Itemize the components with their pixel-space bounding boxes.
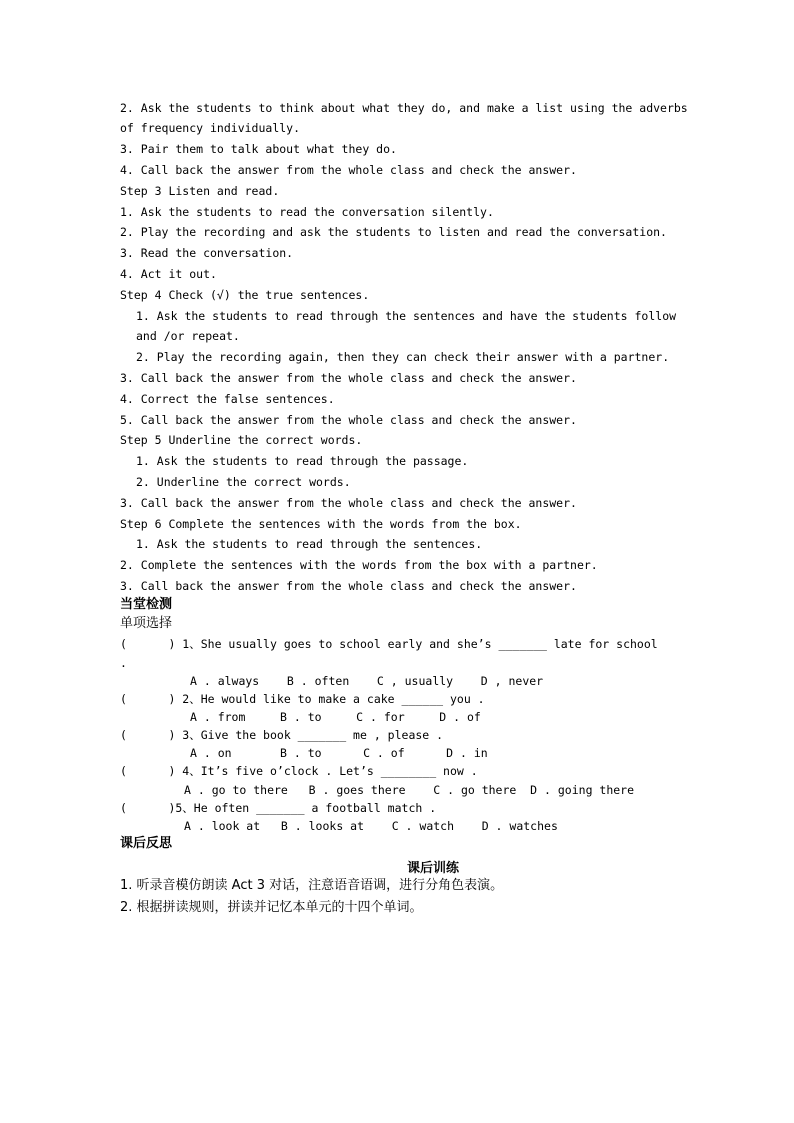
procedure-line: 3. Pair them to talk about what they do. [120, 142, 397, 156]
question-4-options: A . go to there B . goes there C . go there D . going there [184, 783, 635, 797]
step-heading: Step 5 Underline the correct words. [120, 433, 363, 447]
question-1: ( ) 1、She usually goes to school early and she’s _______ late for school [120, 637, 658, 651]
procedure-line: and /or repeat. [136, 329, 240, 343]
procedure-line: 1. Ask the students to read the conversation silently. [120, 205, 494, 219]
homework-item: 1. 听录音模仿朗读 Act 3 对话，注意语音语调，进行分角色表演。 [120, 878, 504, 893]
step-heading: Step 4 Check (√) the true sentences. [120, 288, 370, 302]
procedure-line: 1. Ask the students to read through the sentences and have the students follow [136, 309, 677, 323]
question-3-options: A . on B . to C . of D . in [190, 746, 488, 760]
procedure-line: 4. Act it out. [120, 267, 217, 281]
section-heading-after-class: 课后训练 [406, 861, 459, 876]
section-heading-reflection: 课后反思 [120, 836, 173, 851]
procedure-line: 2. Ask the students to think about what they do, and make a list using the adverbs [120, 101, 688, 115]
question-4: ( ) 4、It’s five o’clock . Let’s ________ now . [120, 764, 478, 778]
question-2: ( ) 2、He would like to make a cake ______ you . [120, 692, 485, 706]
procedure-line: 2. Complete the sentences with the words from the box with a partner. [120, 558, 598, 572]
procedure-line: 1. Ask the students to read through the passage. [136, 454, 469, 468]
step-heading: Step 6 Complete the sentences with the words from the box. [120, 517, 522, 531]
procedure-line: 3. Read the conversation. [120, 246, 294, 260]
question-1-options: A . always B . often C , usually D , never [190, 674, 544, 688]
procedure-line: 2. Underline the correct words. [136, 475, 351, 489]
procedure-line: 2. Play the recording and ask the students to listen and read the conversation. [120, 225, 667, 239]
step-heading: Step 3 Listen and read. [120, 184, 280, 198]
question-1-tail: . [120, 656, 127, 670]
question-5: ( )5、He often _______ a football match . [120, 801, 437, 815]
procedure-line: 1. Ask the students to read through the sentences. [136, 537, 483, 551]
procedure-line: 4. Correct the false sentences. [120, 392, 335, 406]
homework-item: 2. 根据拼读规则，拼读并记忆本单元的十四个单词。 [120, 900, 423, 915]
section-heading-single-choice: 单项选择 [120, 616, 173, 631]
section-heading-in-class-test: 当堂检测 [120, 597, 173, 612]
procedure-line: 5. Call back the answer from the whole class and check the answer. [120, 413, 577, 427]
question-2-options: A . from B . to C . for D . of [190, 710, 481, 724]
question-3: ( ) 3、Give the book _______ me , please . [120, 728, 444, 742]
procedure-line: of frequency individually. [120, 121, 301, 135]
procedure-line: 3. Call back the answer from the whole class and check the answer. [120, 579, 577, 593]
procedure-line: 2. Play the recording again, then they can check their answer with a partner. [136, 350, 670, 364]
procedure-line: 4. Call back the answer from the whole class and check the answer. [120, 163, 577, 177]
question-5-options: A . look at B . looks at C . watch D . watches [184, 819, 558, 833]
procedure-line: 3. Call back the answer from the whole class and check the answer. [120, 371, 577, 385]
procedure-line: 3. Call back the answer from the whole class and check the answer. [120, 496, 577, 510]
